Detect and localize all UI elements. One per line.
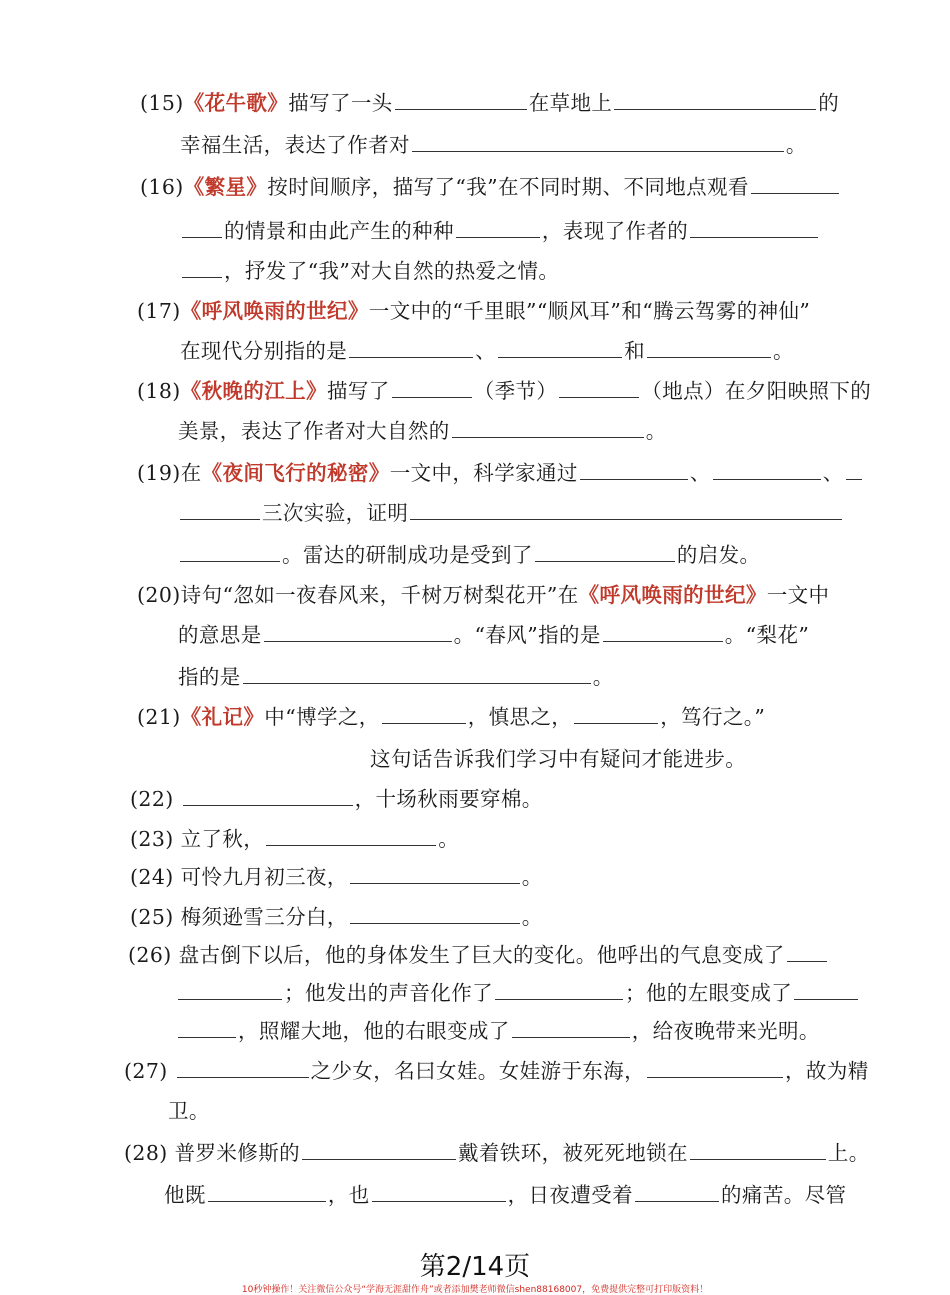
question-line — [176, 978, 860, 1008]
answer-blank[interactable] — [180, 501, 260, 520]
question-text: (17) — [137, 299, 181, 323]
question-text: (26) 盘古倒下以后，他的身体发生了巨大的变化。他呼出的气息变成了 — [128, 943, 785, 967]
question-line — [180, 256, 559, 286]
text-title: 《秋晚的江上》 — [180, 379, 327, 403]
question-text: 的意思是 — [178, 623, 262, 647]
answer-blank[interactable] — [794, 981, 858, 1000]
question-text: 。“梨花” — [724, 623, 810, 647]
question-line — [124, 1138, 870, 1168]
question-text: 幸福生活，表达了作者对 — [180, 133, 410, 157]
answer-blank[interactable] — [498, 339, 622, 358]
question-text: 。 — [592, 665, 614, 689]
question-line — [178, 662, 614, 692]
question-text: 描写了 — [327, 379, 390, 403]
answer-blank[interactable] — [603, 623, 723, 642]
question-text: 。 — [773, 339, 794, 363]
answer-blank[interactable] — [647, 1059, 783, 1078]
answer-blank[interactable] — [787, 943, 827, 962]
question-text: (25) 梅须逊雪三分白， — [130, 905, 348, 929]
question-line — [137, 580, 829, 610]
question-line — [140, 88, 839, 118]
question-text: 按时间顺序，描写了“我”在不同时期、不同地点观看 — [267, 175, 749, 199]
answer-blank[interactable] — [495, 981, 623, 1000]
answer-blank[interactable] — [180, 543, 280, 562]
text-title: 《繁星》 — [183, 175, 268, 199]
question-text: 戴着铁环，被死死地锁在 — [458, 1141, 688, 1165]
question-text: (16) — [140, 175, 184, 199]
question-line — [180, 336, 794, 366]
question-text: (22) — [130, 787, 181, 811]
question-text: (18) — [137, 379, 181, 403]
answer-blank[interactable] — [535, 543, 675, 562]
question-text: (23) 立了秋， — [130, 827, 265, 851]
question-text: 。 — [521, 865, 543, 889]
question-text: ，慎思之， — [467, 705, 573, 729]
question-line — [128, 940, 829, 970]
question-line — [130, 824, 459, 854]
text-title: 《呼风唤雨的世纪》 — [180, 299, 369, 323]
question-text: (19)在 — [137, 461, 202, 485]
question-text: 。 — [438, 827, 460, 851]
answer-blank[interactable] — [580, 461, 688, 480]
footer-note: 10秒钟操作！关注微信公众号“学海无涯甜作舟”或者添加樊老师微信shen88168007，免费提供完整可打印版资料！ — [241, 1285, 709, 1295]
question-text: 美景，表达了作者对大自然的 — [178, 419, 450, 443]
question-text: 描写了一头 — [288, 91, 393, 115]
question-text: （地点）在夕阳映照下的 — [641, 379, 872, 403]
answer-blank[interactable] — [178, 981, 282, 1000]
answer-blank[interactable] — [395, 91, 527, 110]
question-line — [130, 784, 543, 814]
answer-blank[interactable] — [350, 865, 520, 884]
question-text: (21) — [137, 705, 181, 729]
question-text: 的启发。 — [676, 543, 761, 567]
answer-blank[interactable] — [574, 705, 658, 724]
question-text: (24) 可怜九月初三夜， — [130, 865, 348, 889]
answer-blank[interactable] — [264, 623, 452, 642]
text-title: 《礼记》 — [180, 705, 265, 729]
answer-blank[interactable] — [183, 787, 353, 806]
answer-blank[interactable] — [350, 905, 520, 924]
question-text: ，照耀大地，他的右眼变成了 — [238, 1019, 510, 1043]
answer-blank[interactable] — [713, 461, 821, 480]
question-line — [124, 1056, 869, 1086]
answer-blank[interactable] — [647, 339, 771, 358]
question-text: 、 — [822, 461, 844, 485]
answer-blank[interactable] — [690, 1141, 826, 1160]
question-line — [137, 376, 871, 406]
question-text: (27) — [124, 1059, 175, 1083]
question-text: 在草地上 — [528, 91, 613, 115]
question-text: 、 — [475, 339, 497, 363]
question-text: ，十场秋雨要穿棉。 — [354, 787, 543, 811]
question-text: 的 — [818, 91, 840, 115]
question-text: 指的是 — [178, 665, 241, 689]
text-title: 《呼风唤雨的世纪》 — [578, 583, 767, 607]
answer-blank[interactable] — [751, 175, 839, 194]
question-line — [180, 130, 807, 160]
question-line — [178, 540, 760, 570]
question-text: ，日夜遭受着 — [507, 1183, 634, 1207]
answer-blank[interactable] — [614, 91, 816, 110]
question-text: 三次实验，证明 — [262, 501, 409, 525]
answer-blank[interactable] — [182, 219, 222, 238]
question-text: 之少女，名曰女娃。女娃游于东海， — [310, 1059, 646, 1083]
question-text: ，表现了作者的 — [541, 219, 689, 243]
question-text: 、 — [689, 461, 711, 485]
question-text: 。 — [645, 419, 667, 443]
answer-blank[interactable] — [410, 501, 842, 520]
question-text: 。雷达的研制成功是受到了 — [282, 543, 533, 567]
question-line — [178, 416, 667, 446]
answer-blank[interactable] — [392, 379, 472, 398]
answer-blank[interactable] — [243, 665, 591, 684]
answer-blank[interactable] — [177, 1059, 309, 1078]
answer-blank[interactable] — [690, 219, 818, 238]
question-text: (28) 普罗米修斯的 — [124, 1141, 300, 1165]
question-line — [164, 1180, 846, 1210]
question-line — [137, 296, 810, 326]
question-text: (20)诗句“忽如一夜春风来，千树万树梨花开”在 — [137, 583, 579, 607]
question-text: 他既 — [164, 1183, 206, 1207]
question-text: 一文中 — [766, 583, 830, 607]
question-text: 和 — [624, 339, 646, 363]
question-text: ，抒发了“我”对大自然的热爱之情。 — [224, 259, 560, 283]
question-line — [140, 172, 841, 202]
answer-blank[interactable] — [559, 379, 639, 398]
question-text: ；他的左眼变成了 — [625, 981, 793, 1005]
question-line — [137, 458, 864, 488]
question-text: (15) — [140, 91, 184, 115]
question-text: 。 — [521, 905, 543, 929]
answer-blank[interactable] — [452, 419, 644, 438]
question-line — [130, 862, 543, 892]
question-text: ，故为精 — [785, 1059, 869, 1083]
answer-blank[interactable] — [412, 133, 784, 152]
page-number: 第2/14页 — [419, 1252, 531, 1282]
answer-blank[interactable] — [846, 461, 862, 480]
question-text: 卫。 — [168, 1099, 210, 1123]
text-title: 《夜间飞行的秘密》 — [201, 461, 390, 485]
question-line — [130, 902, 543, 932]
answer-blank[interactable] — [456, 219, 540, 238]
question-text: 。 — [785, 133, 807, 157]
question-text: 在现代分别指的是 — [180, 339, 348, 363]
answer-blank[interactable] — [302, 1141, 456, 1160]
answer-blank[interactable] — [266, 827, 436, 846]
question-text: 一文中，科学家通过 — [389, 461, 578, 485]
question-text: 上。 — [827, 1141, 870, 1165]
question-line — [370, 744, 746, 774]
answer-blank[interactable] — [208, 1183, 326, 1202]
answer-blank[interactable] — [349, 339, 473, 358]
question-line — [178, 620, 809, 650]
answer-blank[interactable] — [182, 259, 222, 278]
question-text: 的情景和由此产生的种种 — [224, 219, 454, 243]
question-text: ；他发出的声音化作了 — [284, 981, 493, 1005]
question-line — [178, 498, 844, 528]
answer-blank[interactable] — [382, 705, 466, 724]
question-text: ，也 — [327, 1183, 370, 1207]
question-text: 的痛苦。尽管 — [721, 1183, 847, 1207]
answer-blank[interactable] — [178, 1019, 236, 1038]
question-line — [176, 1016, 820, 1046]
question-line — [180, 216, 820, 246]
answer-blank[interactable] — [635, 1183, 719, 1202]
question-text: ，给夜晚带来光明。 — [631, 1019, 820, 1043]
text-title: 《花牛歌》 — [183, 91, 289, 115]
question-text: 。“春风”指的是 — [453, 623, 601, 647]
question-text: 这句话告诉我们学习中有疑问才能进步。 — [370, 747, 747, 771]
question-line — [168, 1096, 210, 1126]
question-text: （季节） — [473, 379, 558, 403]
question-line — [137, 702, 765, 732]
answer-blank[interactable] — [512, 1019, 630, 1038]
question-text: 一文中的“千里眼”“顺风耳”和“腾云驾雾的神仙” — [368, 299, 811, 323]
question-text: 中“博学之， — [264, 705, 380, 729]
answer-blank[interactable] — [372, 1183, 506, 1202]
question-text: ，笃行之。” — [660, 705, 766, 729]
